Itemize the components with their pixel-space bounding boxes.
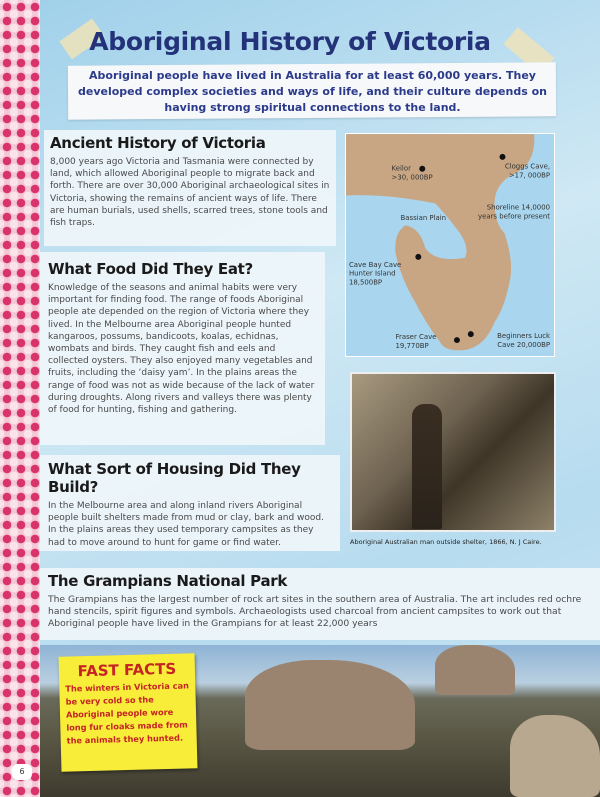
section-heading: What Food Did They Eat?	[48, 260, 253, 278]
map-label: Bassian Plain	[400, 214, 447, 223]
rock-formation	[435, 645, 515, 695]
rock-formation	[245, 660, 415, 750]
map-label: Keilor	[391, 164, 411, 173]
map-label: 19,770BP	[395, 342, 429, 351]
map-label: Cave Bay Cave	[348, 260, 402, 269]
site-dot-keilor	[419, 166, 425, 172]
map-label: Cave 20,000BP	[497, 341, 551, 350]
site-dot-cave-bay	[415, 254, 421, 260]
section-text: In the Melbourne area and along inland rivers Aboriginal people built shelters made from mud or clay, bark and wood. In the plains areas they used temporary campsites as they had to move around to hunt for game or find water.	[48, 501, 324, 548]
page-number: 6	[12, 764, 32, 780]
map-label: years before present	[477, 212, 551, 221]
map-label: >17, 000BP	[508, 171, 551, 180]
fast-facts-text: The winters in Victoria can be very cold so the Aboriginal people wore long fur cloaks made from the animals they hunted.	[65, 680, 190, 746]
man-figure	[412, 404, 442, 529]
section-ancient-history	[44, 130, 336, 246]
section-heading: Ancient History of Victoria	[50, 134, 266, 152]
map-label: Fraser Cave	[395, 333, 437, 342]
section-text: 8,000 years ago Victoria and Tasmania were connected by land, which allowed Aboriginal people to migrate back and forth. There are over 30,000 Aboriginal archaeological sites in Victoria, showing the remains of ancient ways of life. There are human burials, used shells, scarred trees, stone tools and fish traps.	[50, 157, 330, 229]
archaeological-sites-map	[345, 133, 555, 357]
rock-formation	[510, 715, 600, 797]
section-text: The Grampians has the largest number of rock art sites in the southern area of Australia. The art includes red ochre hand stencils, spirit figures and symbols. Archaeologists used charcoal from ancient campsites to work out that Aboriginal people have lived in the Grampians for at least 22,000 years	[48, 594, 582, 630]
section-heading: The Grampians National Park	[48, 572, 288, 590]
dotted-border-strip	[0, 0, 40, 797]
map-svg	[346, 134, 554, 356]
site-dot-fraser	[454, 337, 460, 343]
map-label: Hunter Island	[348, 269, 396, 278]
map-label: Cloggs Cave,	[504, 162, 551, 171]
site-dot-cloggs	[500, 154, 506, 160]
section-heading: What Sort of Housing Did They Build?	[48, 460, 301, 496]
page-title: Aboriginal History of Victoria	[89, 27, 491, 56]
section-text: Knowledge of the seasons and animal habits were very important for finding food. The range of foods Aboriginal people ate depended on the region of Victoria where they lived. In the Melbourne area Aboriginal people hunted kangaroos, possums, bandicoots, koalas, echidnas, wombats and birds. They caught fish and eels and collected oysters. They also enjoyed many vegetables and fruits, including the ‘daisy yam’. In the plains areas the range of food was not as wide because of the lack of water during droughts. Along rivers and valleys there was plenty of food for hunting, fishing and gathering.	[48, 283, 315, 416]
intro-text: Aboriginal people have lived in Australia for at least 60,000 years. They developed complex societies and ways of life, and their culture depends on having strong spiritual connections to the land.	[78, 69, 547, 114]
historical-photo	[350, 372, 556, 532]
section-grampians	[40, 568, 600, 640]
fast-facts-note	[59, 653, 198, 772]
map-label: Beginners Luck	[497, 332, 551, 341]
fast-facts-title: FAST FACTS	[77, 659, 177, 681]
photo-caption: Aboriginal Australian man outside shelter, 1866, N. J Caire.	[350, 538, 542, 546]
map-label: Shoreline 14,0000	[486, 203, 551, 212]
map-label: 18,500BP	[348, 278, 383, 287]
map-label: >30, 000BP	[391, 173, 433, 182]
section-housing	[40, 455, 340, 551]
site-dot-beginners	[468, 331, 474, 337]
section-food	[40, 252, 325, 445]
